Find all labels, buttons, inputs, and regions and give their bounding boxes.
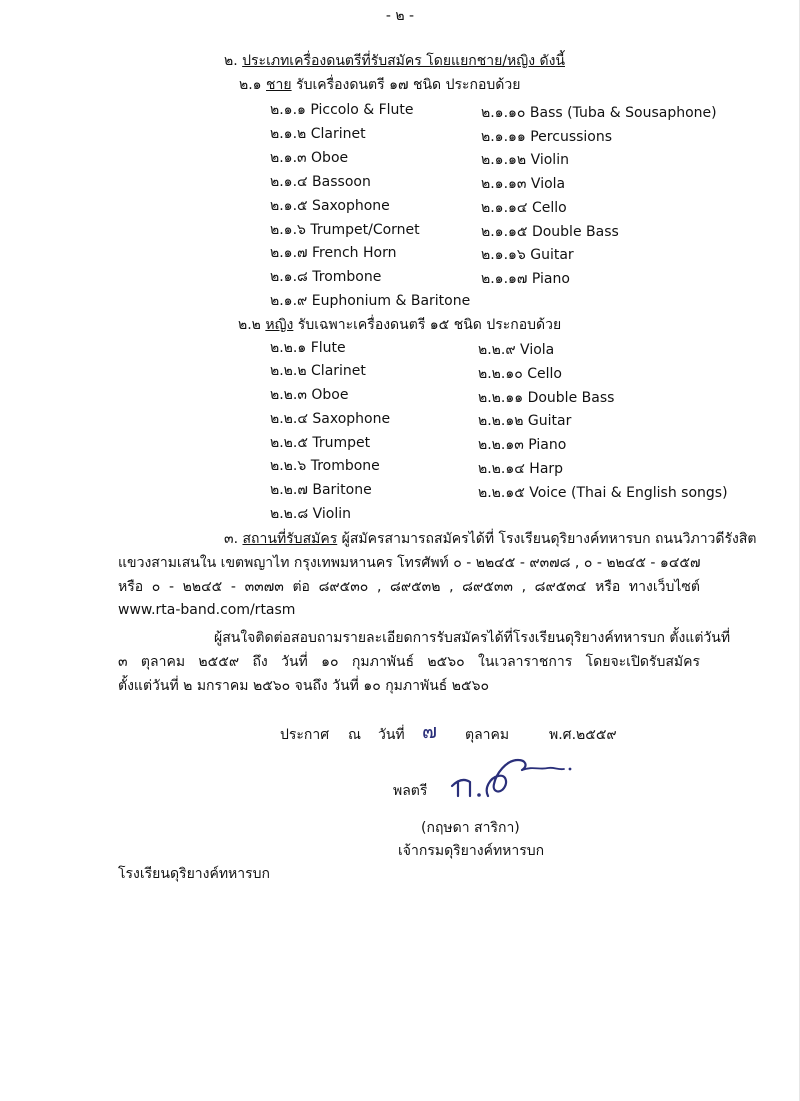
section3-line-2: แขวงสามเสนใน เขตพญาไท กรุงเทพมหานคร โทรศัพท์ ๐ - ๒๒๔๕ - ๙๓๗๘ , ๐ - ๒๒๔๕ - ๑๔๕๗ [118,555,701,571]
signer-position: เจ้ากรมดุริยางค์ทหารบก [398,843,545,859]
list-item: ๒.๑.๑๖ Guitar [481,247,574,263]
list-item: ๒.๑.๔ Bassoon [270,174,371,190]
announce-day-label: วันที่ [378,727,405,743]
section3-number: ๓. [224,531,243,547]
list-item: ๒.๑.๖ Trumpet/Cornet [270,222,420,238]
male-number: ๒.๑ [239,77,267,93]
page-number: - ๒ - [385,8,415,24]
list-item: ๒.๑.๗ French Horn [270,245,397,261]
section2-heading [224,51,565,71]
contact-line-2: ๓ ตุลาคม ๒๕๕๙ ถึง วันที่ ๑๐ กุมภาพันธ์ ๒๕๖๐ ในเวลาราชการ โดยจะเปิดรับสมัคร [118,654,700,670]
section3-text: ผู้สมัครสามารถสมัครได้ที่ โรงเรียนดุริยางค์ทหารบก ถนนวิภาวดีรังสิต [337,531,757,547]
list-item: ๒.๑.๑๔ Cello [481,200,567,216]
list-item: ๒.๒.๘ Violin [270,506,351,522]
list-item: ๒.๑.๒ Clarinet [270,126,366,142]
list-item: ๒.๑.๑๒ Violin [481,152,569,168]
announce-day: ๗ [422,719,438,743]
male-text: รับเครื่องดนตรี ๑๗ ชนิด ประกอบด้วย [291,77,521,93]
list-item: ๒.๑.๑๕ Double Bass [481,224,619,240]
list-item: ๒.๒.๑๐ Cello [478,366,562,382]
section3-line-1 [224,529,757,549]
website-link[interactable]: www.rta-band.com/rtasm [118,602,296,618]
list-item: ๒.๒.๑ Flute [270,340,346,356]
section3-title: สถานที่รับสมัคร [242,531,338,547]
list-item: ๒.๑.๕ Saxophone [270,198,390,214]
contact-line-1: ผู้สนใจติดต่อสอบถามรายละเอียดการรับสมัครได้ที่โรงเรียนดุริยางค์ทหารบก ตั้งแต่วันที่ [214,630,731,646]
female-text: รับเฉพาะเครื่องดนตรี ๑๕ ชนิด ประกอบด้วย [293,317,562,333]
section3-line-3: หรือ ๐ - ๒๒๔๕ - ๓๓๗๓ ต่อ ๘๙๕๓๐ , ๘๙๕๓๒ , ๘๙๕๓๓ , ๘๙๕๓๔ หรือ ทางเว็บไซต์ [118,579,700,595]
contact-line-3: ตั้งแต่วันที่ ๒ มกราคม ๒๕๖๐ จนถึง วันที่ ๑๐ กุมภาพันธ์ ๒๕๖๐ [118,678,490,694]
announce-year: พ.ศ.๒๕๕๙ [549,727,617,743]
footer-org: โรงเรียนดุริยางค์ทหารบก [118,866,271,882]
announce-at: ณ [348,727,361,743]
handwritten-signature [448,752,578,802]
list-item: ๒.๑.๓ Oboe [270,150,349,166]
list-item: ๒.๒.๕ Trumpet [270,435,371,451]
list-item: ๒.๒.๖ Trombone [270,458,380,474]
announce-label: ประกาศ [280,727,330,743]
list-item: ๒.๒.๗ Baritone [270,482,372,498]
section2-title: ประเภทเครื่องดนตรีที่รับสมัคร โดยแยกชาย/หญิง ดังนี้ [242,53,565,69]
list-item: ๒.๒.๑๓ Piano [478,437,567,453]
list-item: ๒.๒.๒ Clarinet [270,363,366,379]
female-label: หญิง [265,317,294,333]
list-item: ๒.๒.๑๕ Voice (Thai & English songs) [478,485,728,501]
list-item: ๒.๑.๑๗ Piano [481,271,570,287]
male-heading [239,75,520,95]
male-label: ชาย [266,77,292,93]
signer-rank: พลตรี [393,783,428,799]
list-item: ๒.๑.๑๓ Viola [481,176,566,192]
list-item: ๒.๑.๑ Piccolo & Flute [270,102,414,118]
list-item: ๒.๒.๓ Oboe [270,387,349,403]
list-item: ๒.๑.๑๐ Bass (Tuba & Sousaphone) [481,105,717,121]
list-item: ๒.๑.๙ Euphonium & Baritone [270,293,471,309]
list-item: ๒.๒.๑๑ Double Bass [478,390,615,406]
announce-month: ตุลาคม [465,727,510,743]
list-item: ๒.๒.๙ Viola [478,342,555,358]
list-item: ๒.๒.๑๒ Guitar [478,413,572,429]
list-item: ๒.๒.๔ Saxophone [270,411,391,427]
female-heading [238,315,561,335]
female-number: ๒.๒ [238,317,266,333]
list-item: ๒.๑.๑๑ Percussions [481,129,613,145]
list-item: ๒.๑.๘ Trombone [270,269,382,285]
signer-name: (กฤษดา สาริกา) [421,820,520,836]
list-item: ๒.๒.๑๔ Harp [478,461,564,477]
section2-number: ๒. [224,53,243,69]
